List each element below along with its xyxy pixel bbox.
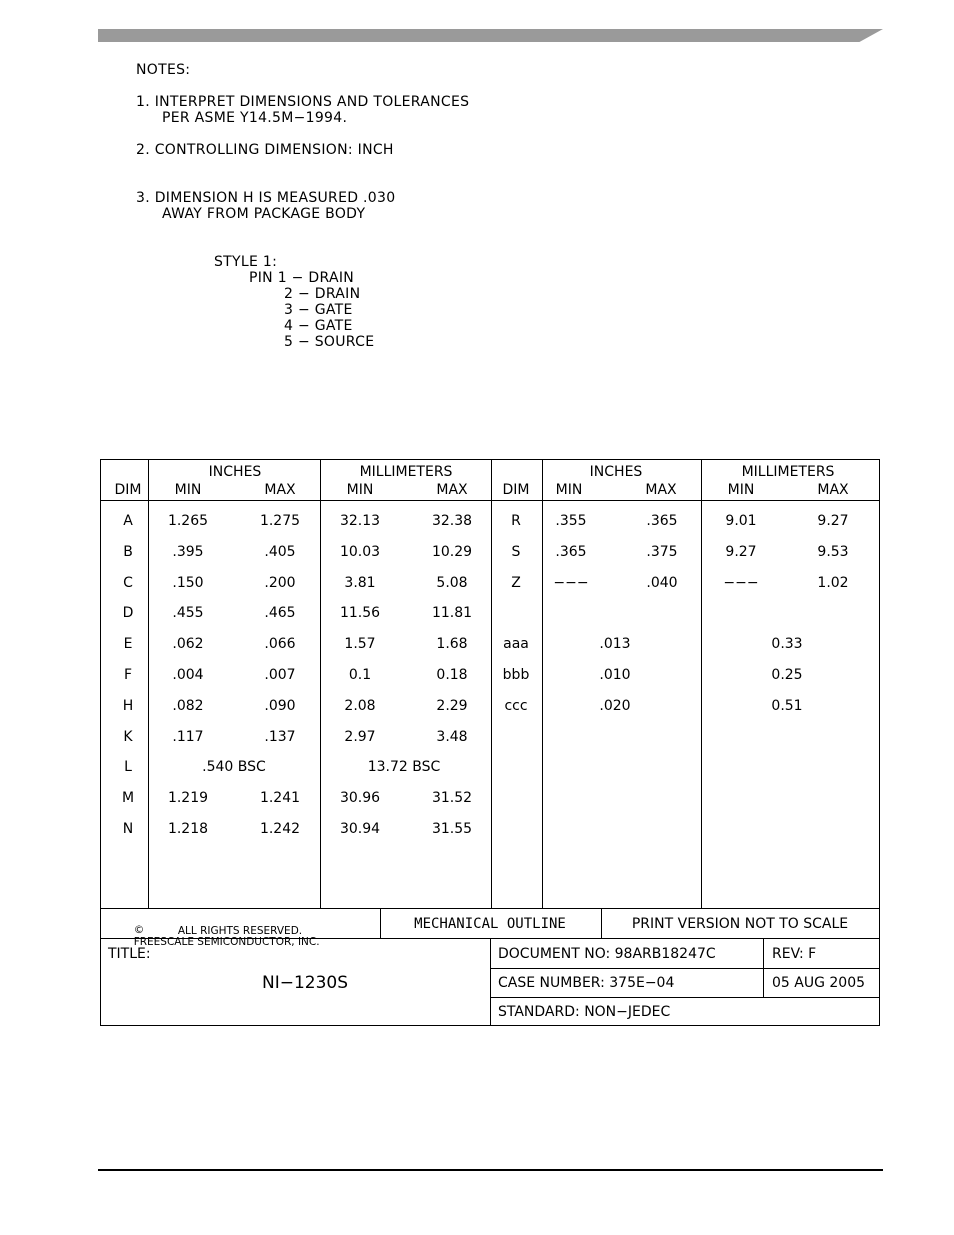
- inch-value: .540 BSC: [202, 759, 266, 776]
- mechanical-outline: MECHANICAL OUTLINE: [414, 916, 566, 932]
- notes-heading: NOTES:: [136, 62, 191, 78]
- inch-min: .395: [172, 543, 204, 560]
- style-title: STYLE 1:: [214, 254, 278, 270]
- mm-value: 13.72 BSC: [367, 759, 441, 776]
- mm-max: 5.08: [436, 574, 468, 591]
- mm-min: 9.27: [725, 543, 757, 560]
- dim-label: B: [123, 543, 133, 560]
- issue-date: 05 AUG 2005: [772, 975, 866, 991]
- inch-max: .007: [264, 667, 296, 683]
- mm-min: 32.13: [339, 513, 381, 529]
- dim-label: H: [122, 697, 134, 714]
- inch-max: 1.242: [259, 821, 301, 837]
- title-block-rule: [490, 968, 880, 969]
- mm-min: 2.08: [344, 697, 376, 714]
- inch-max: 1.241: [259, 790, 301, 807]
- mm-min: 9.01: [725, 513, 757, 529]
- col-divider: [542, 459, 543, 908]
- dim-label: C: [123, 574, 133, 591]
- dim-label: Z: [511, 574, 521, 591]
- mm-min: −−−: [723, 574, 759, 591]
- dim-label: M: [121, 790, 135, 807]
- mm-max: 32.38: [431, 513, 473, 529]
- inch-min: .455: [172, 605, 204, 622]
- dim-header-right: DIM: [502, 482, 530, 498]
- mm-max: 31.52: [431, 790, 473, 807]
- inch-min: .062: [172, 636, 204, 653]
- mm-min: 1.57: [344, 636, 376, 653]
- tolerance-inch: .010: [599, 667, 631, 683]
- mm-max: 31.55: [431, 821, 473, 837]
- min-header: MIN: [346, 482, 374, 498]
- pin-4: 4 − GATE: [284, 318, 353, 334]
- inch-min: .365: [555, 543, 587, 560]
- copyright-line-2: ALL RIGHTS RESERVED.: [177, 925, 303, 937]
- mm-max: 9.27: [817, 513, 849, 529]
- dim-label: K: [123, 728, 133, 745]
- tolerance-mm: 0.33: [771, 636, 803, 653]
- note-1-line-1: 1. INTERPRET DIMENSIONS AND TOLERANCES: [136, 94, 470, 110]
- mm-min: 0.1: [348, 667, 372, 683]
- print-version: PRINT VERSION NOT TO SCALE: [631, 916, 849, 932]
- inch-max: .137: [264, 728, 296, 745]
- header-rule: [100, 500, 880, 501]
- footer-divider: [380, 908, 381, 938]
- dim-label: R: [511, 513, 521, 529]
- pin-1: PIN 1 − DRAIN: [249, 270, 355, 286]
- inch-max: .090: [264, 697, 296, 714]
- inch-min: .004: [172, 667, 204, 683]
- note-3-line-2: AWAY FROM PACKAGE BODY: [162, 206, 366, 222]
- mm-min: 2.97: [344, 728, 376, 745]
- max-header: MAX: [817, 482, 849, 498]
- title-label: TITLE:: [108, 946, 151, 962]
- inch-min: .082: [172, 697, 204, 714]
- col-divider: [148, 459, 149, 908]
- dim-label: A: [123, 513, 133, 529]
- col-divider: [320, 459, 321, 908]
- dim-label: F: [123, 667, 133, 683]
- tolerance-label: ccc: [504, 697, 528, 714]
- inch-min: .355: [555, 513, 587, 529]
- dim-label: E: [123, 636, 133, 653]
- dim-label: S: [511, 543, 521, 560]
- mm-max: 1.68: [436, 636, 468, 653]
- inch-max: .405: [264, 543, 296, 560]
- mm-max: 1.02: [817, 574, 849, 591]
- table-bottom-rule: [100, 908, 880, 909]
- max-header: MAX: [264, 482, 296, 498]
- inch-max: .465: [264, 605, 296, 622]
- mm-min: 10.03: [339, 543, 381, 560]
- inch-min: 1.219: [167, 790, 209, 807]
- mm-max: 10.29: [431, 543, 473, 560]
- mm-min: 3.81: [344, 574, 376, 591]
- inches-header-left: INCHES: [208, 464, 262, 480]
- mm-max: 9.53: [817, 543, 849, 560]
- mm-min: 30.96: [339, 790, 381, 807]
- pin-3: 3 − GATE: [284, 302, 353, 318]
- inch-min: −−−: [553, 574, 589, 591]
- title-block-divider: [490, 938, 491, 1026]
- mm-header-right: MILLIMETERS: [741, 464, 835, 480]
- mm-max: 3.48: [436, 728, 468, 745]
- tolerance-label: bbb: [502, 667, 530, 683]
- mm-max: 2.29: [436, 697, 468, 714]
- title-value: NI−1230S: [261, 973, 349, 993]
- dim-label: D: [122, 605, 134, 622]
- inch-max: .040: [646, 574, 678, 591]
- footer-line: [98, 1169, 883, 1171]
- dim-label: N: [122, 821, 134, 837]
- min-header: MIN: [174, 482, 202, 498]
- case-number: CASE NUMBER: 375E−04: [498, 975, 675, 991]
- max-header: MAX: [645, 482, 677, 498]
- mm-min: 30.94: [339, 821, 381, 837]
- inch-max: .365: [646, 513, 678, 529]
- col-divider: [491, 459, 492, 908]
- mm-max: 0.18: [436, 667, 468, 683]
- title-block-rule: [490, 997, 880, 998]
- tolerance-inch: .013: [599, 636, 631, 653]
- inch-min: .117: [172, 728, 204, 745]
- standard: STANDARD: NON−JEDEC: [498, 1004, 671, 1020]
- header-bar: [98, 29, 883, 42]
- max-header: MAX: [436, 482, 468, 498]
- dim-label: L: [124, 759, 132, 776]
- mm-max: 11.81: [431, 605, 473, 622]
- copyright-text: FREESCALE SEMICONDUCTOR, INC.: [133, 936, 320, 948]
- note-3-line-1: 3. DIMENSION H IS MEASURED .030: [136, 190, 396, 206]
- tolerance-inch: .020: [599, 697, 631, 714]
- dim-header-left: DIM: [114, 482, 142, 498]
- note-1-line-2: PER ASME Y14.5M−1994.: [162, 110, 348, 126]
- inch-min: 1.265: [167, 513, 209, 529]
- revision: REV: F: [772, 946, 817, 962]
- inch-min: 1.218: [167, 821, 209, 837]
- inch-max: 1.275: [259, 513, 301, 529]
- document-number: DOCUMENT NO: 98ARB18247C: [498, 946, 716, 962]
- mm-header-left: MILLIMETERS: [359, 464, 453, 480]
- mm-min: 11.56: [339, 605, 381, 622]
- col-divider: [701, 459, 702, 908]
- pin-5: 5 − SOURCE: [284, 334, 375, 350]
- min-header: MIN: [727, 482, 755, 498]
- inch-max: .375: [646, 543, 678, 560]
- min-header: MIN: [555, 482, 583, 498]
- inch-max: .200: [264, 574, 296, 591]
- tolerance-label: aaa: [503, 636, 529, 653]
- copyright-icon: ©: [133, 924, 145, 936]
- inch-min: .150: [172, 574, 204, 591]
- note-2: 2. CONTROLLING DIMENSION: INCH: [136, 142, 394, 158]
- inch-max: .066: [264, 636, 296, 653]
- tolerance-mm: 0.51: [771, 697, 803, 714]
- pin-2: 2 − DRAIN: [284, 286, 361, 302]
- inches-header-right: INCHES: [589, 464, 643, 480]
- tolerance-mm: 0.25: [771, 667, 803, 683]
- footer-divider: [601, 908, 602, 938]
